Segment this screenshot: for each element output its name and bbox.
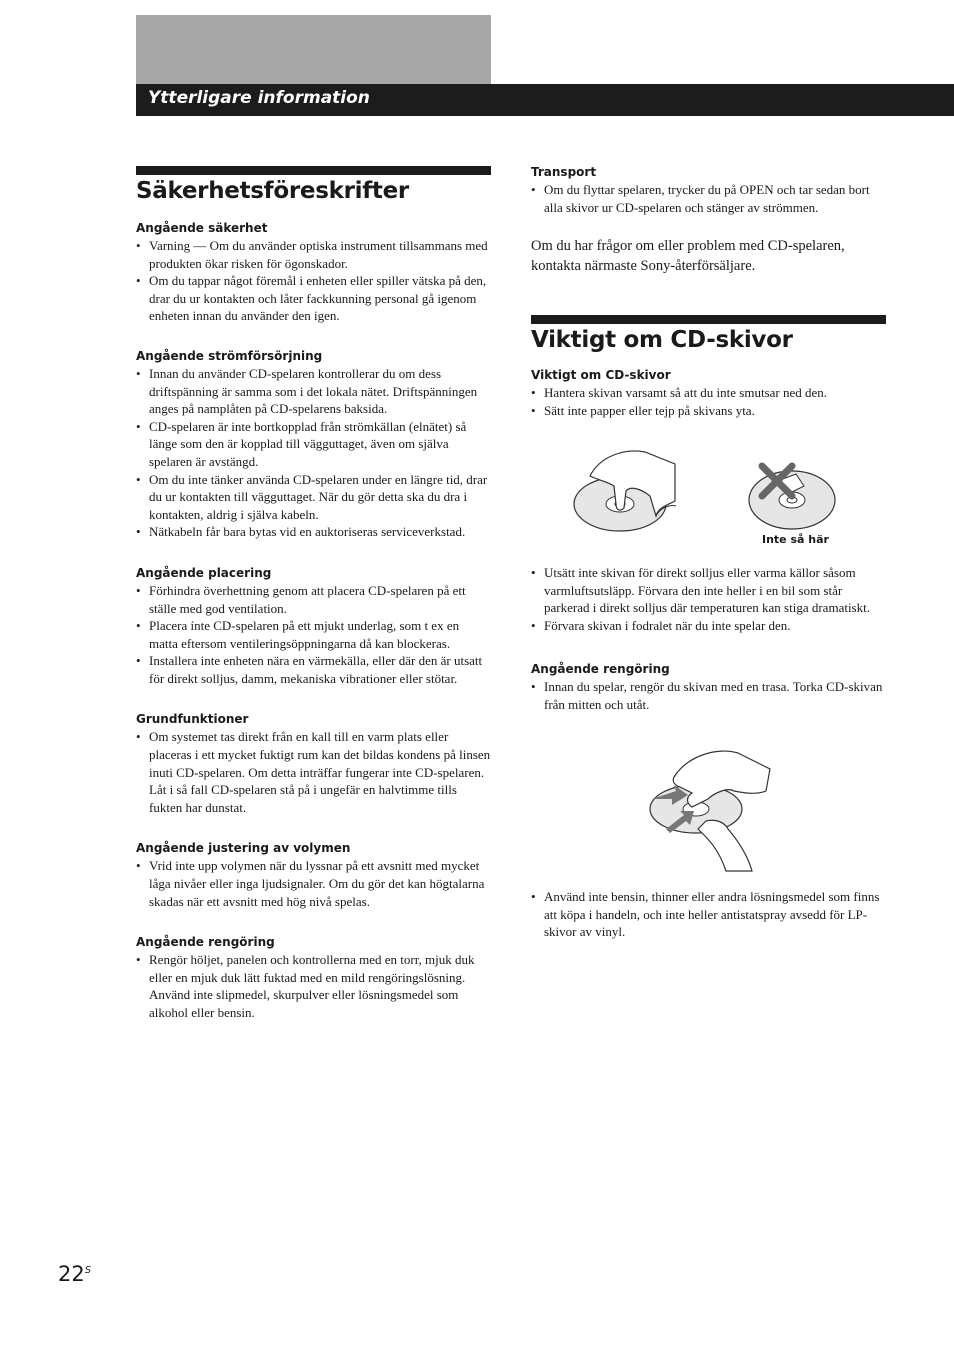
list-item: • Förvara skivan i fodralet när du inte spelar den. bbox=[531, 617, 886, 635]
list-item: • Använd inte bensin, thinner eller andra lösningsmedel som finns att köpa i handeln, och inte heller antistatspray avsedd för LP-skivor av vinyl. bbox=[531, 888, 886, 941]
list-item: • Förhindra överhettning genom att placera CD-spelaren på ett ställe med god ventilation. bbox=[136, 582, 491, 617]
left-column bbox=[136, 166, 491, 1022]
cd-section bbox=[531, 315, 886, 419]
group-heading: Angående justering av volymen bbox=[136, 841, 351, 856]
cd-title: Viktigt om CD-skivor bbox=[531, 327, 793, 353]
cleaning-heading: Angående rengöring bbox=[531, 662, 670, 677]
group-heading: Angående placering bbox=[136, 565, 272, 580]
cd-heading: Viktigt om CD-skivor bbox=[531, 368, 671, 382]
disc-hold-correct-illustration bbox=[570, 446, 680, 536]
heading-rule bbox=[136, 166, 491, 175]
safety-group bbox=[136, 712, 491, 816]
group-heading: Angående rengöring bbox=[136, 935, 275, 950]
disc-cleaning-illustration bbox=[648, 747, 774, 872]
list-item: • Om du tappar något föremål i enheten eller spiller vätska på den, drar du ur kontakten och låter fackkunning personal gå igenom enheten innan du använder den igen. bbox=[136, 272, 491, 325]
safety-group bbox=[136, 221, 491, 325]
contact-paragraph: Om du har frågor om eller problem med CD-spelaren, kontakta närmaste Sony-återförsäljare. bbox=[531, 238, 845, 275]
group-heading: Angående strömförsörjning bbox=[136, 348, 323, 363]
list-item: • Installera inte enheten nära en värmekälla, eller där den är utsatt för direkt solljus, damm, mekaniska vibrationer eller stötar. bbox=[136, 652, 491, 687]
safety-group bbox=[136, 841, 491, 910]
list-item: • Om du flyttar spelaren, trycker du på OPEN och tar sedan bort alla skivor ur CD-spelaren och stänger av strömmen. bbox=[531, 181, 886, 216]
storage-section bbox=[531, 564, 886, 714]
section-title: Ytterligare information bbox=[148, 88, 370, 108]
transport-heading: Transport bbox=[531, 165, 597, 179]
list-item: • Vrid inte upp volymen när du lyssnar på ett avsnitt med mycket låga nivåer eller inga ljudsignaler. Om du gör det kan högtalarna skadas när ett avsnitt med hög nivå spelas. bbox=[136, 857, 491, 910]
list-item: • Utsätt inte skivan för direkt solljus eller varma källor såsom varmluftsutsläpp. Förvara den inte heller i en bil som står parkerad i direkt solljus där temperaturen kan stiga dramatiskt. bbox=[531, 564, 886, 617]
list-item: • Placera ínte CD-spelaren på ett mjukt underlag, som t ex en matta eftersom ventileringsöppningarna då kan blockeras. bbox=[136, 617, 491, 652]
page-number-suffix: S bbox=[84, 1265, 92, 1276]
list-item: • Om systemet tas direkt från en kall till en varm plats eller placeras i ett mycket fuktigt rum kan det bildas kondens på linsen inuti CD-spelaren. Om detta inträffar fungerar inte CD-spelaren. Låt i så fall CD-spelaren stå på i ungefär en halvtimme tills fukten har dunstat. bbox=[136, 728, 491, 816]
group-heading: Angående säkerhet bbox=[136, 221, 268, 235]
list-item: • Sätt inte papper eller tejp på skivans yta. bbox=[531, 402, 886, 420]
list-item: • Hantera skivan varsamt så att du inte smutsar ned den. bbox=[531, 384, 886, 402]
group-heading: Grundfunktioner bbox=[136, 712, 249, 727]
section-header-bar bbox=[136, 84, 954, 116]
heading-rule bbox=[531, 315, 886, 324]
disc-hold-wrong-illustration bbox=[744, 460, 840, 532]
header-tab bbox=[136, 15, 491, 84]
list-item: • CD-spelaren är inte bortkopplad från strömkällan (elnätet) så länge som den är kopplad till vägguttaget, även om själva spelaren är avstängd. bbox=[136, 418, 491, 471]
list-item: • Innan du spelar, rengör du skivan med en trasa. Torka CD-skivan från mitten och utåt. bbox=[531, 678, 886, 713]
safety-group bbox=[136, 566, 491, 688]
safety-group bbox=[136, 935, 491, 1021]
list-item: • Om du inte tänker använda CD-spelaren under en längre tid, drar du ur kontakten till vägguttaget. När du gör detta ska du dra i kontakten, aldrig i själva kabeln. bbox=[136, 471, 491, 524]
safety-group bbox=[136, 349, 491, 541]
solvent-section bbox=[531, 888, 886, 941]
page-number bbox=[58, 1262, 91, 1286]
list-item: • Rengör höljet, panelen och kontrollerna med en torr, mjuk duk eller en mjuk duk lätt fuktad med en mild rengöringslösning. Använd inte slipmedel, skurpulver eller lösningsmedel som alkohol eller bensin. bbox=[136, 951, 491, 1021]
figure-caption: Inte så här bbox=[762, 533, 829, 546]
page-number-value: 22 bbox=[58, 1262, 85, 1286]
right-column bbox=[531, 165, 886, 276]
list-item: • Innan du använder CD-spelaren kontrollerar du om dess driftspänning är samma som i det lokala nätet. Driftspänningen anges på namplåten på CD-spelarens baksida. bbox=[136, 365, 491, 418]
list-item: • Nätkabeln får bara bytas vid en auktoriseras serviceverkstad. bbox=[136, 523, 491, 541]
list-item: • Varning — Om du använder optiska instrument tillsammans med produkten ökar risken för ögonskador. bbox=[136, 237, 491, 272]
safety-title: Säkerhetsföreskrifter bbox=[136, 178, 409, 204]
